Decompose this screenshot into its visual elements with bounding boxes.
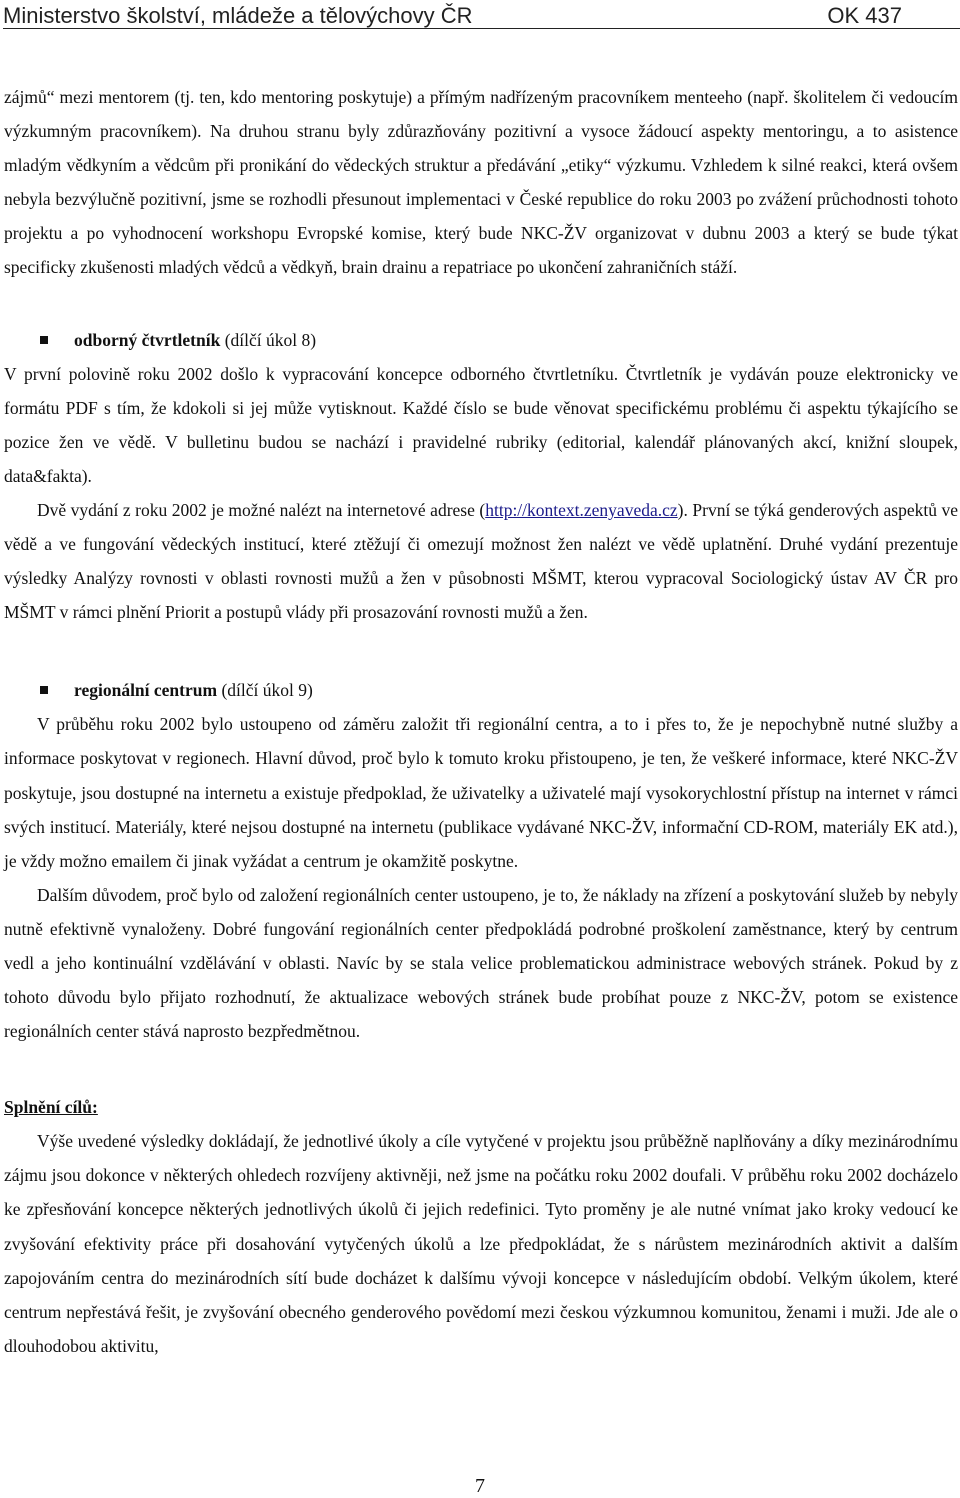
bullet-heading-bold: odborný čtvrtletník xyxy=(74,329,221,350)
kontext-link[interactable]: http://kontext.zenyaveda.cz xyxy=(485,499,678,520)
bullet-heading-rest: (dílčí úkol 9) xyxy=(217,680,313,701)
paragraph-splneni: Výše uvedené výsledky dokládají, že jednotlivé úkoly a cíle vytyčené v projektu jsou průběžně naplňovány a díky mezinárodnímu zájmu jsou dokonce v některých ohledech rozvíjeny aktivněji, než jsme na počátku roku 2002 doufali. V průběhu roku 2002 docházelo ke zpřesňování koncepce některých jednotlivých úkolů či jejich redefinici. Tyto proměny je ale nutné vnímat jako kroky vedoucí ke zvyšování efektivity práce při dosahování vytyčených úkolů a lze předpokládat, že s nárůstem mezinárodních aktivit a dalším zapojováním centra do mezinárodních sítí bude docházet k dalšímu vývoji koncepce v následujícím období. Velkým úkolem, které centrum nepřestává řešit, je zvyšování obecného genderového povědomí mezi českou výzkumnou komunitou, ženami i muži. Jde ale o dlouhodobou aktivitu, xyxy=(4,1131,958,1356)
section-title-text: Splnění cílů xyxy=(4,1097,93,1118)
section-title-colon: : xyxy=(92,1097,98,1118)
document-body xyxy=(4,80,958,1363)
paragraph-regionalni-1: V průběhu roku 2002 bylo ustoupeno od záměru založit tři regionální centra, a to i přes to, že je nepochybně nutné služby a informace poskytovat v regionech. Hlavní důvod, proč bylo k tomuto kroku přistoupeno, je ten, že veškeré informace, které NKC-ŽV poskytuje, jsou dostupné na internetu a existuje předpoklad, že uživatelky a uživatelé mají vysokorychlostní přístup na internet v rámci svých institucí. Materiály, které nejsou dostupné na internetu (publikace vydávané NKC-ŽV, informační CD-ROM, materiály EK atd.), je vždy možno emailem či jinak vyžádat a centrum je okamžitě poskytne. xyxy=(4,714,958,871)
paragraph-vydani-end: ). První se týká genderových aspektů ve vědě a ve fungování vědeckých institucí, které ztěžují či omezují možnost žen nalézt ve vědě uplatnění. Druhé vydání prezentuje výsledky Analýzy rovnosti v oblasti rovnosti mužů a žen v působnosti MŠMT, kterou vypracoval Sociologický ústav AV ČR pro MŠMT v rámci plnění Priorit a postupů vlády při prosazování rovnosti mužů a žen. xyxy=(4,499,958,623)
header-ministry: Ministerstvo školství, mládeže a tělovýchovy ČR xyxy=(3,3,473,28)
header-code: OK 437 xyxy=(827,3,902,28)
section-title-splneni xyxy=(4,1090,958,1124)
paragraph-mentoring: zájmů“ mezi mentorem (tj. ten, kdo mentoring poskytuje) a přímým nadřízeným pracovníkem menteeho (např. školitelem či vedoucím výzkumným pracovníkem). Na druhou stranu byly zdůrazňovány pozitivní a vysoce žádoucí aspekty mentoringu, a to asistence mladým vědkyním a vědcům při pronikání do vědeckých struktur a předávání „etiky“ výzkumu. Vzhledem k silné reakci, která ovšem nebyla bezvýlučně pozitivní, jsme se rozhodli přesunout implementaci v České republice do roku 2003 po zvážení průchodnosti tohoto projektu a po vyhodnocení workshopu Evropské komise, který bude NKC-ŽV organizovat v dubnu 2003 a který se bude týkat specificky zkušenosti mladých vědců a vědkyň, brain drainu a repatriace po ukončení zahraničních stáží. xyxy=(4,87,958,278)
spacer xyxy=(4,1048,958,1090)
bullet-heading-bold: regionální centrum xyxy=(74,680,218,701)
page-header xyxy=(3,4,960,29)
bullet-heading-rest: (dílčí úkol 8) xyxy=(220,329,317,350)
bullet-heading-ctvrtletnik xyxy=(4,323,958,357)
spacer xyxy=(4,629,958,673)
page-number: 7 xyxy=(475,1475,485,1497)
spacer xyxy=(4,285,958,323)
square-bullet-icon xyxy=(40,686,48,694)
paragraph-vydani-start: Dvě vydání z roku 2002 je možné nalézt na internetové adrese ( xyxy=(37,499,486,520)
paragraph-vydani xyxy=(4,493,958,629)
paragraph-regionalni-2: Dalším důvodem, proč bylo od založení regionálních center ustoupeno, je to, že náklady na zřízení a poskytování služeb by nebyly nutně efektivně vynaloženy. Dobré fungování regionálních center předpokládá podrobné proškolení zaměstnance, který by centrum vedl a jeho kontinuální vzdělávání v oblasti. Navíc by se stala velice problematickou administrace webových stránek. Pokud by z tohoto důvodu bylo přijato rozhodnutí, že aktualizace webových stránek bude probíhat pouze z NKC-ŽV, potom se existence regionálních center stává naprosto bezpředmětnou. xyxy=(4,884,958,1042)
paragraph-ctvrtletnik: V první polovině roku 2002 došlo k vypracování koncepce odborného čtvrtletníku. Čtvrtletník je vydáván pouze elektronicky ve formátu PDF s tím, že kdokoli si jej může vytisknout. Každé číslo se bude věnovat specifickému problému či aspektu týkajícího se pozice žen ve vědě. V bulletinu budou se nachází i pravidelné rubriky (editorial, kalendář plánovaných akcí, knižní sloupek, data&fakta). xyxy=(4,363,958,486)
square-bullet-icon xyxy=(40,336,48,344)
bullet-heading-regionalni xyxy=(4,673,958,707)
